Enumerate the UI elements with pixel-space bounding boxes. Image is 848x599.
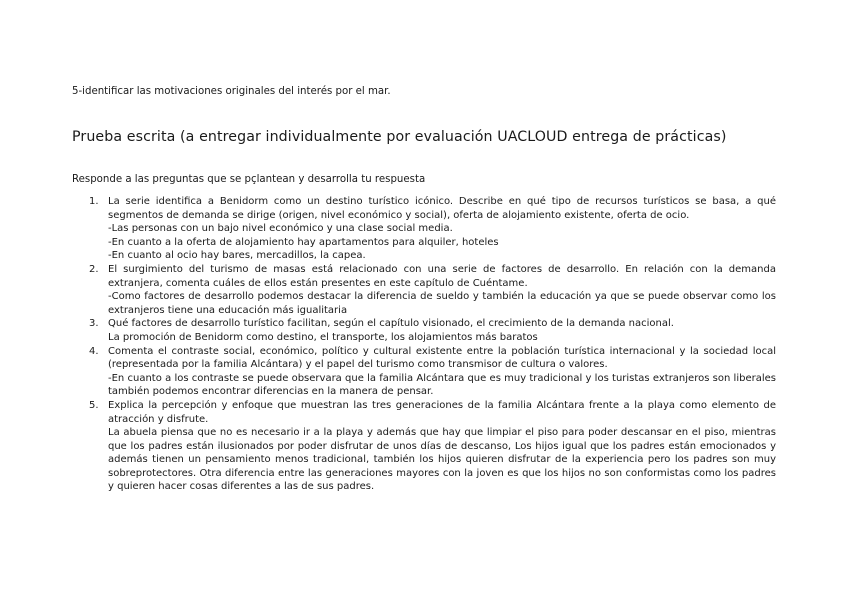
question-number: 3. bbox=[89, 318, 99, 330]
answer-line: La abuela piensa que no es necesario ir a la playa y además que hay que limpiar el piso para poder descansar en el piso, mientras que los padres están ilusionados por poder disfrutar de unos días de descanso, Los hijos igual que los padres están emocionados y además tienen un pensamiento menos tradicional, también los hijos quieren disfrutar de la experiencia pero los padres son muy sobreprotectores. Otra diferencia entre las generaciones mayores con la joven es que los hijos no son conformistas como los padres y quieren hacer cosas diferentes a las de sus padres. bbox=[108, 427, 776, 493]
question-text: La serie identifica a Benidorm como un destino turístico icónico. Describe en qué tipo de recursos turísticos se basa, a qué segmentos de demanda se dirige (origen, nivel económico y social), oferta de alojamiento existente, oferta de ocio. bbox=[108, 196, 776, 221]
question-item-1 bbox=[72, 195, 776, 263]
question-number: 2. bbox=[89, 263, 99, 275]
question-item-5 bbox=[72, 399, 776, 494]
question-number: 1. bbox=[89, 196, 99, 207]
answer-line: La promoción de Benidorm como destino, el transporte, los alojamientos más baratos bbox=[108, 331, 538, 343]
question-text: El surgimiento del turismo de masas está relacionado con una serie de factores de desarrollo. En relación con la demanda extranjera, comenta cuáles de ellos están presentes en este capítulo de Cuéntame. bbox=[108, 263, 776, 289]
question-list bbox=[72, 195, 776, 494]
question-text: Comenta el contraste social, económico, político y cultural existente entre la población turística internacional y la sociedad local (representada por la familia Alcántara) y el papel del turismo como transmisor de cultura o valores. bbox=[108, 345, 776, 371]
question-text: Explica la percepción y enfoque que muestran las tres generaciones de la familia Alcántara frente a la playa como elemento de atracción y disfrute. bbox=[108, 399, 776, 425]
question-item-4 bbox=[72, 345, 776, 399]
question-item-2 bbox=[72, 263, 776, 317]
answer-line: -Las personas con un bajo nivel económico y una clase social media. bbox=[108, 223, 453, 235]
page-title: Prueba escrita (a entregar individualmente por evaluación UACLOUD entrega de prácticas) bbox=[72, 129, 727, 145]
question-number: 4. bbox=[89, 345, 99, 357]
question-item-3 bbox=[72, 317, 776, 344]
question-text: Qué factores de desarrollo turístico facilitan, según el capítulo visionado, el crecimiento de la demanda nacional. bbox=[108, 318, 674, 330]
answer-line: -En cuanto a los contraste se puede observara que la familia Alcántara que es muy tradicional y los turistas extranjeros son liberales también podemos encontrar diferencias en la manera de pensar. bbox=[108, 372, 776, 398]
answer-line: -Como factores de desarrollo podemos destacar la diferencia de sueldo y también la educación ya que se puede observar como los extranjeros tiene una educación más igualitaria bbox=[108, 291, 776, 316]
instruction-line: Responde a las preguntas que se pçlantean y desarrolla tu respuesta bbox=[72, 174, 426, 185]
answer-line: -En cuanto a la oferta de alojamiento hay apartamentos para alquiler, hoteles bbox=[108, 236, 499, 248]
answer-line: -En cuanto al ocio hay bares, mercadillos, la capea. bbox=[108, 250, 366, 262]
question-number: 5. bbox=[89, 399, 99, 411]
intro-line: 5-identificar las motivaciones originales del interés por el mar. bbox=[72, 86, 391, 97]
